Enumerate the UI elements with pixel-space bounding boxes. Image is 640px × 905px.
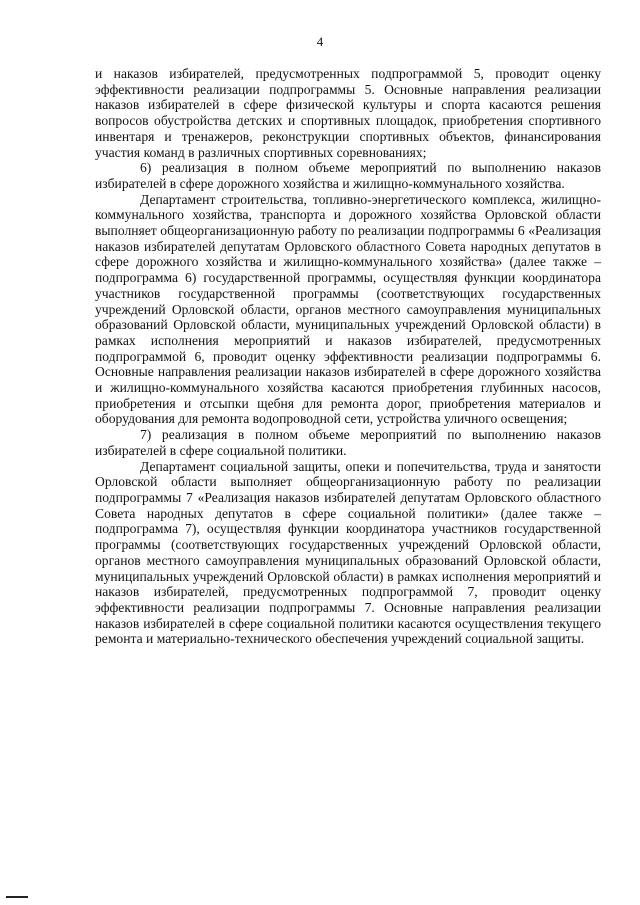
paragraph-subprogram-5-continuation: и наказов избирателей, предусмотренных подпрограммой 5, проводит оценку эффективности реализации подпрограммы 5. Основные направления реализации наказов избирателей в сфере физической культуры и спорта касаются решения вопросов обустройства детских и спортивных площадок, приобретения спортивного инвентаря и тренажеров, реконструкции спортивных объектов, финансирования участия команд в различных спортивных соревнованиях; xyxy=(95,66,601,160)
paragraph-item-6: 6) реализация в полном объеме мероприятий по выполнению наказов избирателей в сфере дорожного хозяйства и жилищно-коммунального хозяйства. xyxy=(95,160,601,191)
scan-edge-mark xyxy=(6,896,28,898)
document-body xyxy=(95,66,601,647)
paragraph-department-construction: Департамент строительства, топливно-энергетического комплекса, жилищно-коммунального хозяйства, транспорта и дорожного хозяйства Орловской области выполняет общеорганизационную работу по реализации подпрограммы 6 «Реализация наказов избирателей депутатам Орловского областного Совета народных депутатов в сфере дорожного хозяйства и жилищно-коммунального хозяйства» (далее также – подпрограмма 6) государственной программы, осуществляя функции координатора участников государственной программы (соответствующих государственных учреждений Орловской области, органов местного самоуправления муниципальных образований Орловской области, муниципальных учреждений Орловской области) в рамках исполнения мероприятий и наказов избирателей, предусмотренных подпрограммой 6, проводит оценку эффективности реализации подпрограммы 6. Основные направления реализации наказов избирателей в сфере дорожного хозяйства и жилищно-коммунального хозяйства касаются приобретения глубинных насосов, приобретения и отсыпки щебня для ремонта дорог, приобретения материалов и оборудования для ремонта водопроводной сети, устройства уличного освещения; xyxy=(95,191,601,427)
paragraph-item-7: 7) реализация в полном объеме мероприятий по выполнению наказов избирателей в сфере социальной политики. xyxy=(95,427,601,458)
paragraph-department-social-protection: Департамент социальной защиты, опеки и попечительства, труда и занятости Орловской области выполняет общеорганизационную работу по реализации подпрограммы 7 «Реализация наказов избирателей депутатам Орловского областного Совета народных депутатов в сфере социальной политики» (далее также – подпрограмма 7), осуществляя функции координатора участников государственной программы (соответствующих государственных учреждений Орловской области, органов местного самоуправления муниципальных образований Орловской области, муниципальных учреждений Орловской области) в рамках исполнения мероприятий и наказов избирателей, предусмотренных подпрограммой 7, проводит оценку эффективности реализации подпрограммы 7. Основные направления реализации наказов избирателей в сфере социальной политики касаются осуществления текущего ремонта и материально-технического обеспечения учреждений социальной защиты. xyxy=(95,458,601,647)
page-number: 4 xyxy=(316,34,324,49)
